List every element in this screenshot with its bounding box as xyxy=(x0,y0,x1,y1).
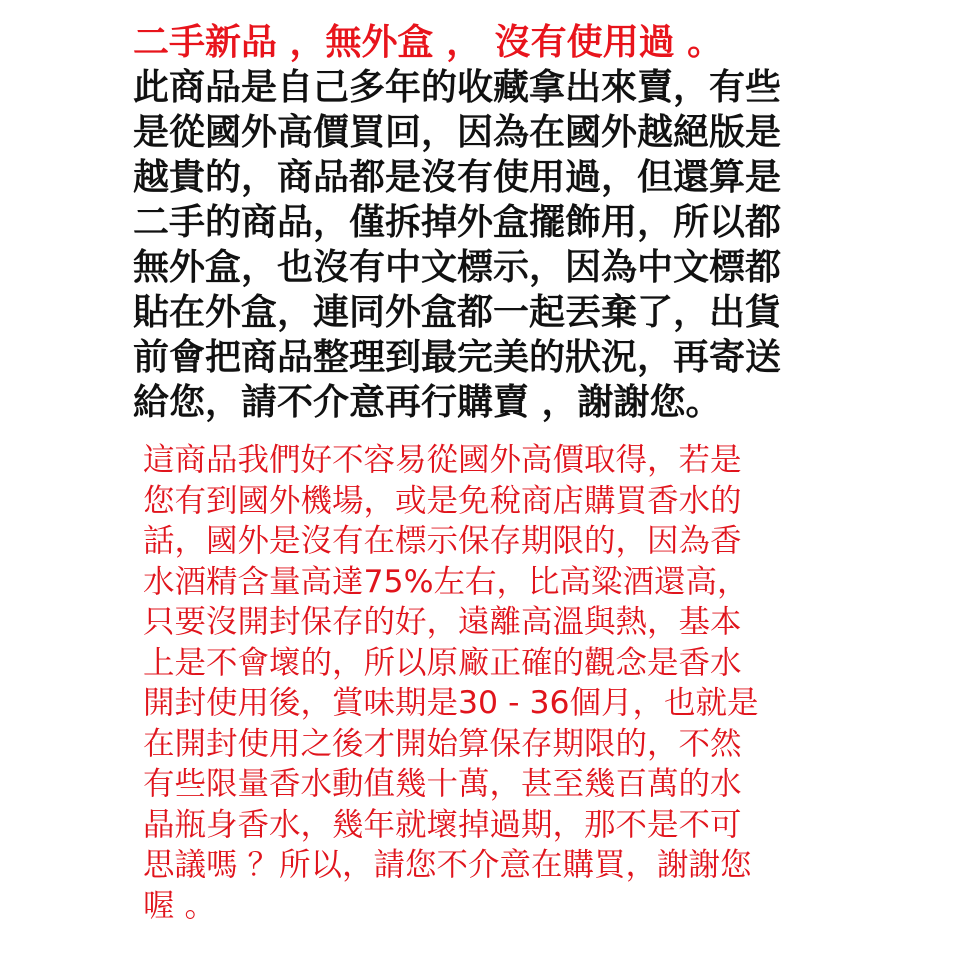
note-line: 有些限量香水動值幾十萬，甚至幾百萬的水 xyxy=(143,766,742,802)
description-line: 貼在外盒，連同外盒都一起丟棄了，出貨 xyxy=(133,292,782,333)
description-line: 二手的商品，僅拆掉外盒擺飾用，所以都 xyxy=(133,202,782,243)
expiry-note xyxy=(143,440,843,926)
note-line: 只要沒開封保存的好，遠離高溫與熱，基本 xyxy=(143,604,742,640)
note-line: 這商品我們好不容易從國外高價取得，若是 xyxy=(143,442,742,478)
description-line: 此商品是自己多年的收藏拿出來賣，有些 xyxy=(133,67,782,108)
note-line: 在開封使用之後才開始算保存期限的，不然 xyxy=(143,725,742,762)
headline: 二手新品 ，無外盒 ， 沒有使用過 。 xyxy=(133,22,724,63)
note-line: 您有到國外機場，或是免稅商店購買香水的 xyxy=(143,482,742,519)
description-line: 是從國外高價買回，因為在國外越絕版是 xyxy=(133,112,782,153)
note-line: 喔 。 xyxy=(143,887,217,924)
note-line: 晶瓶身香水，幾年就壞掉過期，那不是不可 xyxy=(143,806,742,843)
description-line: 前會把商品整理到最完美的狀況，再寄送 xyxy=(133,337,782,378)
note-line: 上是不會壞的，所以原廠正確的觀念是香水 xyxy=(143,644,742,681)
note-line: 思議嗎 ？所以，請您不介意在購買，謝謝您 xyxy=(143,847,752,883)
description-line: 給您，請不介意再行購賣 ，謝謝您。 xyxy=(133,382,722,423)
note-line: 水酒精含量高達75%左右，比高粱酒還高， xyxy=(143,563,749,600)
note-line: 話，國外是沒有在標示保存期限的，因為香 xyxy=(143,523,742,559)
note-line: 開封使用後，賞味期是30 - 36個月，也就是 xyxy=(143,685,759,721)
description-line: 越貴的，商品都是沒有使用過，但還算是 xyxy=(133,157,782,198)
product-description xyxy=(133,20,833,425)
description-line: 無外盒，也沒有中文標示，因為中文標都 xyxy=(133,247,782,288)
